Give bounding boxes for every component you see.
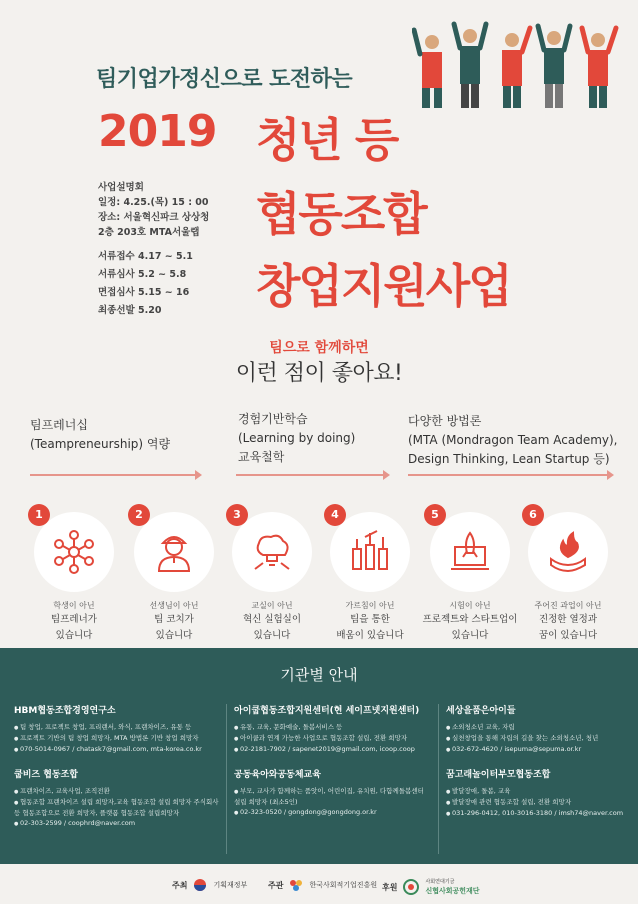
benefit-number: 5	[424, 504, 446, 526]
feature-methodology	[408, 412, 618, 469]
team-heading: 이런 점이 좋아요!	[235, 361, 403, 386]
org-detail: ● 발달장애 관련 협동조합 설립, 전환 희망자	[446, 797, 636, 808]
benefit-number: 6	[522, 504, 544, 526]
timeline	[98, 248, 193, 320]
org-name: 꿈고래놀이터부모협동조합	[446, 770, 551, 780]
timeline-item: 최종선발 5.20	[98, 305, 162, 316]
sponsor-name: 신협사회공헌재단	[425, 887, 480, 895]
sponsor	[382, 878, 480, 896]
benefit-1	[34, 508, 114, 643]
benefit-main: 프로젝트와 스타트업이	[422, 614, 518, 625]
feature-line: 팀프레너십	[30, 418, 88, 432]
timeline-item: 면접심사 5.15 ~ 16	[98, 287, 190, 298]
org-coopbiz	[14, 770, 224, 829]
benefit-small: 가르침이 아닌	[345, 601, 395, 610]
benefit-main: 있습니다	[155, 630, 193, 641]
benefit-number: 2	[128, 504, 150, 526]
feature-learning-by-doing	[238, 410, 355, 467]
poster-subtitle: 팀기업가정신으로 도전하는	[96, 67, 353, 92]
org-detail: ● 부모, 교사가 함께하는 품앗이, 어린이집, 유치원, 다함께돌봄센터 설립 희망자 (최소5인)	[234, 786, 429, 807]
organizer-label: 주관	[268, 880, 284, 890]
benefit-main: 팀프레너가	[51, 614, 97, 625]
brain-lab-icon	[232, 512, 312, 592]
benefit-small: 시험이 아닌	[449, 601, 491, 610]
benefit-3	[232, 508, 312, 643]
sponsors-footer	[0, 864, 638, 904]
government-emblem-icon	[193, 878, 207, 892]
org-detail: ● 02-323-0520 / gongdong@gongdong.or.kr	[234, 807, 429, 818]
benefit-main: 있습니다	[451, 630, 489, 641]
arrow-divider	[30, 474, 196, 476]
benefit-5	[422, 508, 518, 643]
benefit-main: 꿈이 있습니다	[538, 630, 598, 641]
feature-line: (MTA (Mondragon Team Academy),	[408, 433, 618, 447]
arrow-divider	[408, 474, 608, 476]
org-sepuma	[446, 706, 636, 755]
briefing-label: 사업설명회	[98, 182, 144, 193]
briefing-room: 2층 203호 MTA서울랩	[98, 227, 200, 238]
feature-line: (Teampreneurship) 역량	[30, 437, 171, 451]
org-detail: ● 070-5014-0967 / chatask7@gmail.com, mta-korea.co.kr	[14, 744, 224, 755]
org-detail: ● 발달장애, 돌봄, 교육	[446, 786, 636, 797]
benefit-main: 배움이 있습니다	[336, 630, 404, 641]
raised-hands-icon	[330, 512, 410, 592]
briefing-info	[98, 180, 209, 240]
host	[172, 878, 247, 892]
rocket-laptop-icon	[430, 512, 510, 592]
org-detail: ● 팀 창업, 프로젝트 창업, 프리랜서, 와식, 프랜차이즈, 유통 등	[14, 722, 224, 733]
flame-hand-icon	[528, 512, 608, 592]
coach-icon	[134, 512, 214, 592]
benefit-number: 3	[226, 504, 248, 526]
title-line-3: 창업지원사업	[256, 259, 511, 313]
benefit-2	[134, 508, 214, 643]
benefit-main: 팀 코치가	[154, 614, 194, 625]
org-name: 쿱비즈 협동조합	[14, 770, 78, 780]
feature-line: 교육철학	[238, 450, 285, 464]
benefit-main: 혁신 실험실이	[242, 614, 302, 625]
feature-line: Design Thinking, Lean Startup 등)	[408, 452, 610, 466]
org-detail: ● 032-672-4620 / isepuma@sepuma.or.kr	[446, 744, 636, 755]
feature-line: (Learning by doing)	[238, 431, 356, 445]
org-detail: ● 프랜차이즈, 교육사업, 조직전환	[14, 786, 224, 797]
org-detail: ● 031-296-0412, 010-3016-3180 / imsh74@naver.com	[446, 808, 636, 819]
sponsor-logo-icon	[403, 879, 419, 895]
benefit-main: 진정한 열정과	[538, 614, 598, 625]
org-detail: ● 아이쿱과 연계 가능한 사업으로 협동조합 설립, 전환 희망자	[234, 733, 429, 744]
org-name: 아이쿱협동조합지원센터(현 세이프넷지원센터)	[234, 706, 420, 716]
column-divider	[438, 704, 439, 854]
benefit-small: 학생이 아닌	[53, 601, 95, 610]
arrow-divider	[236, 474, 384, 476]
column-divider	[226, 704, 227, 854]
org-detail: ● 실천창업을 통해 자립의 길을 찾는 소외청소년, 청년	[446, 733, 636, 744]
team-lead: 팀으로 함께하면	[269, 340, 369, 356]
org-name: HBM협동조합경영연구소	[14, 706, 116, 716]
org-hbm	[14, 706, 224, 755]
org-name: 공동육아와공동체교육	[234, 770, 321, 780]
org-detail: ● 유통, 교육, 문화예술, 돌봄서비스 등	[234, 722, 429, 733]
briefing-date: 일정: 4.25.(목) 15 : 00	[98, 197, 209, 208]
feature-teampreneurship	[30, 416, 170, 454]
host-label: 주최	[172, 880, 188, 890]
org-icoop	[234, 706, 429, 755]
benefit-small: 주어진 과업이 아닌	[534, 601, 602, 610]
org-kkumgorae	[446, 770, 636, 819]
people-network-icon	[34, 512, 114, 592]
benefit-4	[330, 508, 410, 643]
org-detail: ● 협동조합 프랜차이즈 설립 희망자,교육 협동조합 설립 희망자 주식회사 등 협동조합으로 전환 희망자, 플랫폼 협동조합 설립희망자	[14, 797, 224, 818]
org-detail: ● 02-303-2599 / coophrd@naver.com	[14, 818, 224, 829]
sponsor-tagline: 사회연대기금	[425, 879, 455, 885]
feature-line: 경험기반학습	[238, 412, 308, 426]
benefit-main: 팀을 통한	[350, 614, 390, 625]
briefing-place: 장소: 서울혁신파크 상상청	[98, 212, 210, 223]
benefit-main: 있습니다	[55, 630, 93, 641]
sponsor-label: 후원	[382, 882, 398, 892]
org-name: 세상을품은아이들	[446, 706, 516, 716]
organizations-section	[0, 648, 638, 864]
organizer-name: 한국사회적기업진흥원	[309, 881, 378, 889]
feature-line: 다양한 방법론	[408, 414, 482, 428]
benefit-number: 4	[324, 504, 346, 526]
timeline-item: 서류심사 5.2 ~ 5.8	[98, 269, 187, 280]
host-name: 기획재정부	[213, 881, 248, 889]
org-detail: ● 02-2181-7902 / sapenet2019@gmail.com, icoop.coop	[234, 744, 429, 755]
title-line-2: 협동조합	[256, 187, 426, 241]
title-year: 2019	[98, 106, 217, 157]
organizer-logo-icon	[289, 878, 303, 892]
benefit-main: 있습니다	[253, 630, 291, 641]
benefit-small: 교실이 아닌	[251, 601, 293, 610]
organizations-title: 기관별 안내	[280, 666, 358, 684]
org-gongdong	[234, 770, 429, 818]
benefit-small: 선생님이 아닌	[149, 601, 199, 610]
organizer	[268, 878, 377, 892]
org-detail: ● 프로젝트 기반의 팀 창업 희망자, MTA 방법론 기반 창업 희망자	[14, 733, 224, 744]
timeline-item: 서류접수 4.17 ~ 5.1	[98, 251, 193, 262]
benefit-6	[528, 508, 608, 643]
title-line-1: 청년 등	[256, 113, 398, 167]
people-illustration	[412, 18, 622, 108]
org-detail: ● 소외청소년 교육, 자립	[446, 722, 636, 733]
benefit-number: 1	[28, 504, 50, 526]
